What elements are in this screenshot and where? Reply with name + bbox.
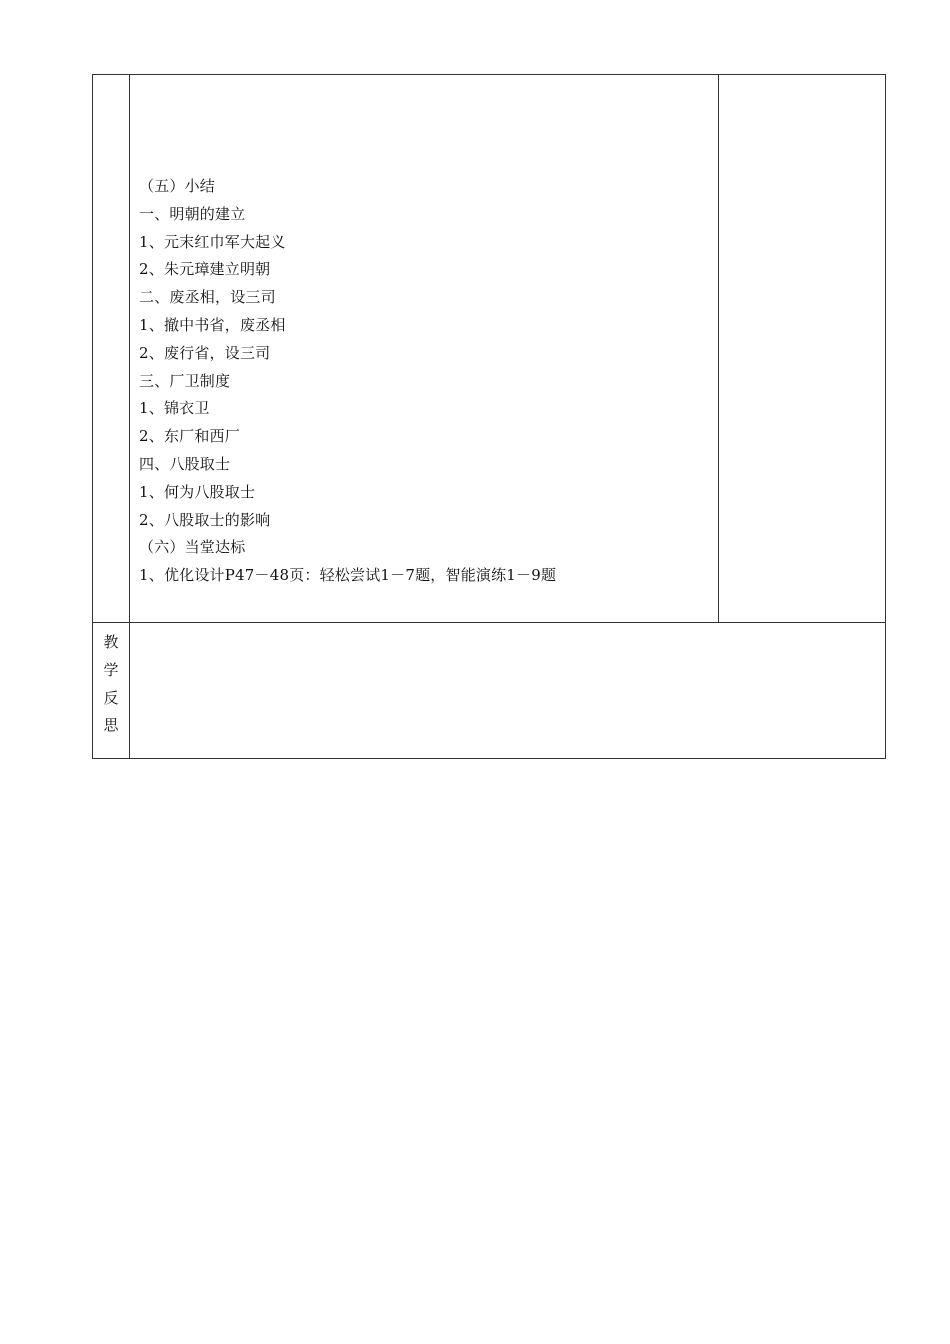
summary-line: 1、锦衣卫	[139, 399, 210, 418]
summary-content	[130, 75, 718, 590]
table-row	[93, 75, 886, 623]
reflection-label-cell	[93, 623, 130, 759]
table-row	[93, 623, 886, 759]
summary-line: 1、何为八股取士	[139, 482, 256, 501]
notes-cell	[719, 75, 886, 623]
practice-heading: （六）当堂达标	[139, 538, 246, 557]
lesson-plan-table	[92, 74, 886, 759]
reflection-label-char: 教	[103, 633, 119, 651]
summary-line: 二、废丞相，设三司	[139, 288, 276, 307]
left-label-cell	[93, 75, 130, 623]
summary-line: 四、八股取士	[139, 454, 231, 473]
reflection-label-char: 思	[103, 716, 119, 735]
summary-line: 三、厂卫制度	[139, 371, 231, 390]
summary-line: 2、八股取士的影响	[139, 510, 271, 529]
summary-line: 1、撤中书省，废丞相	[139, 315, 286, 334]
summary-line: 2、朱元璋建立明朝	[139, 260, 271, 279]
summary-line: 1、元末红巾军大起义	[139, 232, 286, 251]
practice-line: 1、优化设计P47－48页：轻松尝试1－7题，智能演练1－9题	[139, 566, 557, 585]
summary-heading: （五）小结	[139, 177, 216, 195]
summary-line: 一、明朝的建立	[139, 204, 246, 223]
summary-line: 2、废行省，设三司	[139, 343, 271, 362]
reflection-label-char: 反	[103, 688, 119, 707]
reflection-label	[93, 623, 129, 740]
reflection-content-cell	[130, 623, 886, 759]
reflection-label-char: 学	[103, 660, 119, 679]
content-cell	[130, 75, 719, 623]
summary-line: 2、东厂和西厂	[139, 427, 240, 446]
